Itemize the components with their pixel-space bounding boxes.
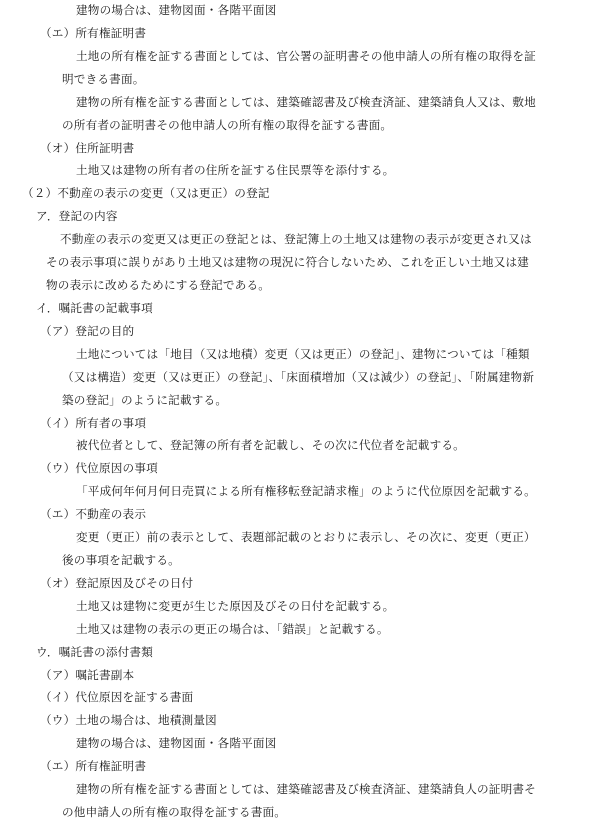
section-heading: （２）不動産の表示の変更（又は更正）の登記 — [22, 186, 270, 201]
text-line: 土地の所有権を証する書面としては、官公署の証明書その他申請人の所有権の取得を証 — [76, 48, 536, 63]
text-line: 建物の所有権を証する書面としては、建築確認書及び検査済証、建築請負人の証明書そ — [76, 782, 536, 797]
text-line: 後の事項を記載する。 — [62, 552, 180, 567]
subsection-heading: ア．登記の内容 — [36, 209, 118, 224]
subsection-heading: ウ．嘱託書の添付書類 — [36, 644, 154, 659]
subsection-heading: イ．嘱託書の記載事項 — [36, 300, 153, 315]
text-line: の所有者の証明書その他申請人の所有権の取得を証する書面。 — [62, 117, 393, 132]
subheading: （ウ）代位原因の事項 — [40, 461, 158, 476]
text-line: 土地については「地目（又は地積）変更（又は更正）の登記」、建物については「種類 — [76, 346, 530, 361]
text-line: その表示事項に誤りがあり土地又は建物の現況に符合しないため、これを正しい土地又は建 — [46, 255, 530, 270]
text-line: （又は構造）変更（又は更正）の登記」、「床面積増加（又は減少）の登記」、「附属建物新 — [62, 369, 535, 384]
text-line: 明できる書面。 — [62, 71, 145, 86]
subheading: （エ）不動産の表示 — [40, 507, 147, 522]
subheading: （エ）所有権証明書 — [40, 25, 147, 40]
text-line: 土地又は建物の所有者の住所を証する住民票等を添付する。 — [76, 163, 395, 178]
subheading: （ア）嘱託書副本 — [40, 667, 135, 682]
text-line: 土地又は建物の表示の更正の場合は、「錯誤」と記載する。 — [76, 621, 389, 636]
text-line: 不動産の表示の変更又は更正の登記とは、登記簿上の土地又は建物の表示が変更され又は — [60, 232, 532, 247]
subheading: （ア）登記の目的 — [40, 323, 135, 338]
subheading: （オ）登記原因及びその日付 — [40, 575, 194, 590]
subheading: （ウ）土地の場合は、地積測量図 — [40, 713, 217, 728]
text-line: 変更（更正）前の表示として、表題部記載のとおりに表示し、その次に、変更（更正） — [76, 530, 536, 544]
text-line: 建物の場合は、建物図面・各階平面図 — [76, 736, 277, 751]
text-line: 築の登記」のように記載する。 — [62, 392, 228, 407]
subheading: （イ）代位原因を証する書面 — [40, 690, 194, 705]
text-line: の他申請人の所有権の取得を証する書面。 — [62, 805, 287, 819]
subheading: （イ）所有者の事項 — [40, 415, 147, 430]
subheading: （エ）所有権証明書 — [40, 759, 147, 774]
subheading: （オ）住所証明書 — [40, 140, 135, 155]
text-line: 被代位者として、登記簿の所有者を記載し、その次に代位者を記載する。 — [76, 438, 465, 453]
text-line: 建物の所有権を証する書面としては、建築確認書及び検査済証、建築請負人又は、敷地 — [76, 94, 536, 109]
text-line: 建物の場合は、建物図面・各階平面図 — [76, 3, 277, 17]
text-line: 土地又は建物に変更が生じた原因及びその日付を記載する。 — [76, 598, 395, 613]
text-line: 「平成何年何月何日売買による所有権移転登記請求権」のように代位原因を記載する。 — [76, 484, 536, 499]
text-line: 物の表示に改めるためにする登記である。 — [46, 278, 271, 292]
